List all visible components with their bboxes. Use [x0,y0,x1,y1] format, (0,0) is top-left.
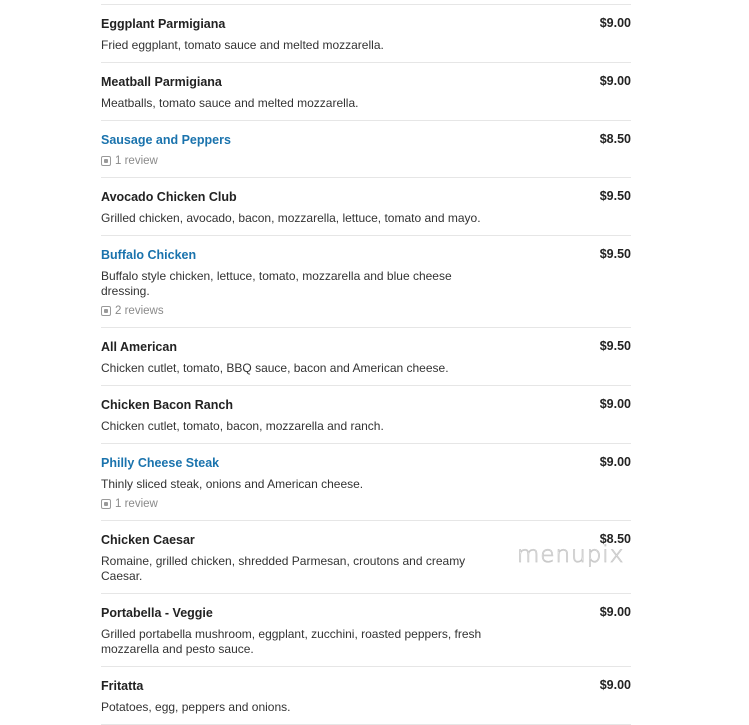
review-count: 1 review [115,155,158,167]
menu-item-price: $9.50 [599,247,631,261]
menu-item-name: Portabella - Veggie [101,606,213,620]
menu-item-description: Buffalo style chicken, lettuce, tomato, mozzarella and blue cheese dressing. [101,269,452,298]
menu-item-name: Avocado Chicken Club [101,190,237,204]
menu-item-description: Chicken cutlet, tomato, bacon, mozzarella and ranch. [101,419,384,433]
menu-item-review-link[interactable] [101,497,631,511]
menu-item-name: All American [101,340,177,354]
menu-item [101,594,631,667]
menu-item-name[interactable]: Sausage and Peppers [101,133,231,147]
menu-item-name: Chicken Bacon Ranch [101,398,233,412]
menu-item-name: Meatball Parmigiana [101,75,222,89]
menu-item [101,5,631,63]
menu-item-description: Meatballs, tomato sauce and melted mozzarella. [101,96,359,110]
menu-item-description: Potatoes, egg, peppers and onions. [101,700,291,714]
review-icon [101,156,111,166]
menu-item-description: Grilled portabella mushroom, eggplant, zucchini, roasted peppers, fresh mozzarella and pesto sauce. [101,627,482,656]
menu-item [101,63,631,121]
review-count: 1 review [115,498,158,510]
menu-item-name[interactable]: Buffalo Chicken [101,248,197,262]
menu-item-price: $9.00 [599,678,631,692]
menu-item-description: Romaine, grilled chicken, shredded Parmesan, croutons and creamy Caesar. [101,554,466,583]
menu-item-description: Chicken cutlet, tomato, BBQ sauce, bacon and American cheese. [101,361,449,375]
menu-item-name: Fritatta [101,679,144,693]
menu-item [101,121,631,178]
menu-item-price: $8.50 [599,532,631,546]
menu-item-review-link[interactable] [101,154,631,168]
menu-item-price: $9.50 [599,189,631,203]
menu-item-name: Chicken Caesar [101,533,195,547]
menu-item [101,328,631,386]
menu-item [101,386,631,444]
menu-list [101,4,631,725]
menu-item-description: Thinly sliced steak, onions and American cheese. [101,477,364,491]
menu-item-description: Grilled chicken, avocado, bacon, mozzarella, lettuce, tomato and mayo. [101,211,481,225]
menu-item-price: $8.50 [599,132,631,146]
menu-item-price: $9.00 [599,605,631,619]
menu-item-description: Fried eggplant, tomato sauce and melted mozzarella. [101,38,384,52]
menu-item [101,444,631,521]
menu-item-price: $9.50 [599,339,631,353]
menu-item-name[interactable]: Philly Cheese Steak [101,456,220,470]
menu-item [101,667,631,725]
review-count: 2 reviews [115,305,164,317]
menu-item-price: $9.00 [599,455,631,469]
review-icon [101,306,111,316]
watermark-logo: menupix [517,542,625,568]
menu-item-price: $9.00 [599,397,631,411]
menu-item [101,236,631,328]
menu-item [101,178,631,236]
review-icon [101,499,111,509]
menu-item-price: $9.00 [599,74,631,88]
menu-item-name: Eggplant Parmigiana [101,17,226,31]
menu-item-review-link[interactable] [101,304,631,318]
menu-item-price: $9.00 [599,16,631,30]
